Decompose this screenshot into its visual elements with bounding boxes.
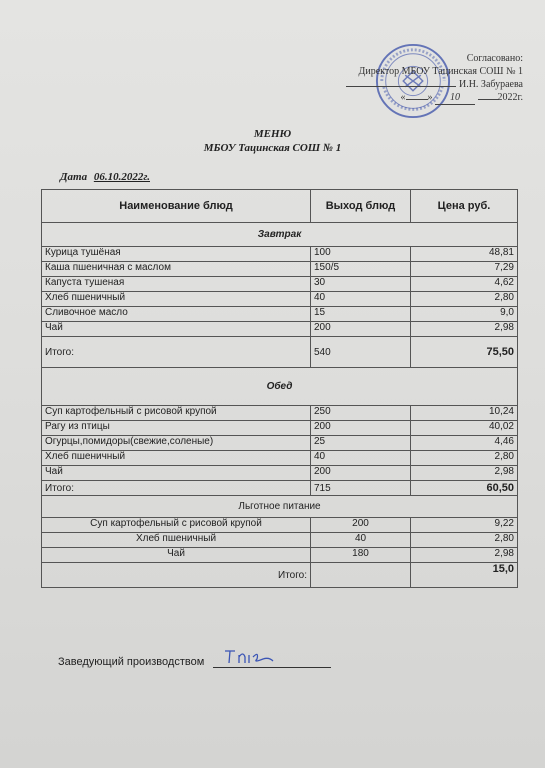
dish-name: Хлеб пшеничный: [42, 292, 311, 307]
date-label: Дата: [60, 171, 88, 183]
approval-line-1: Согласовано:: [466, 53, 523, 64]
table-row: [42, 436, 518, 451]
dish-price: 4,62: [411, 277, 518, 292]
dish-name: Хлеб пшеничный: [42, 451, 311, 466]
footer-signature-line: [58, 655, 331, 668]
dish-name: Каша пшеничная с маслом: [42, 262, 311, 277]
section-benefit-label: Льготное питание: [42, 496, 518, 518]
section-lunch: [42, 368, 518, 406]
column-header-price: Цена руб.: [411, 190, 518, 223]
approval-month: 10: [450, 92, 461, 103]
dish-name: Чай: [42, 322, 311, 337]
table-row: [42, 322, 518, 337]
dish-output: 40: [311, 292, 411, 307]
dish-name: Суп картофельный с рисовой крупой: [42, 406, 311, 421]
dish-price: 7,29: [411, 262, 518, 277]
dish-price: 2,98: [411, 548, 518, 563]
total-row: [42, 337, 518, 368]
dish-name: Суп картофельный с рисовой крупой: [42, 518, 311, 533]
menu-date: [60, 171, 164, 183]
dish-output: 40: [311, 451, 411, 466]
section-lunch-label: Обед: [42, 368, 518, 406]
table-row: [42, 292, 518, 307]
approval-line-2: Директор МБОУ Тацинская СОШ № 1: [358, 66, 523, 77]
page-title: МЕНЮ: [253, 128, 292, 140]
table-row: [42, 548, 518, 563]
section-breakfast: [42, 223, 518, 247]
column-header-dish: Наименование блюд: [42, 190, 311, 223]
dish-price: 48,81: [411, 247, 518, 262]
table-row: [42, 451, 518, 466]
table-row: [42, 533, 518, 548]
dish-price: 2,98: [411, 322, 518, 337]
section-benefit: [42, 496, 518, 518]
dish-output: 15: [311, 307, 411, 322]
dish-name: Чай: [42, 466, 311, 481]
total-row: [42, 481, 518, 496]
table-row: [42, 277, 518, 292]
dish-name: Сливочное масло: [42, 307, 311, 322]
dish-name: Хлеб пшеничный: [42, 533, 311, 548]
menu-table: [41, 189, 518, 588]
total-output: 540: [311, 337, 411, 368]
dish-price: 40,02: [411, 421, 518, 436]
dish-price: 10,24: [411, 406, 518, 421]
dish-output: 30: [311, 277, 411, 292]
dish-output: 200: [311, 518, 411, 533]
dish-name: Капуста тушеная: [42, 277, 311, 292]
table-row: [42, 466, 518, 481]
total-price: 15,0: [411, 563, 518, 588]
page-subtitle: МБОУ Тацинская СОШ № 1: [203, 142, 342, 154]
dish-name: Огурцы,помидоры(свежие,соленые): [42, 436, 311, 451]
dish-output: 200: [311, 322, 411, 337]
dish-price: 2,98: [411, 466, 518, 481]
table-row: [42, 307, 518, 322]
dish-price: 9,22: [411, 518, 518, 533]
dish-output: 100: [311, 247, 411, 262]
dish-output: 25: [311, 436, 411, 451]
section-breakfast-label: Завтрак: [42, 223, 518, 247]
total-label: Итого:: [42, 563, 311, 588]
dish-output: 40: [311, 533, 411, 548]
dish-price: 2,80: [411, 292, 518, 307]
table-row: [42, 247, 518, 262]
total-output: [311, 563, 411, 588]
total-label: Итого:: [42, 337, 311, 368]
handwritten-signature: [223, 647, 283, 665]
total-price: 75,50: [411, 337, 518, 368]
dish-output: 150/5: [311, 262, 411, 277]
dish-price: 4,46: [411, 436, 518, 451]
total-label: Итого:: [42, 481, 311, 496]
column-header-output: Выход блюд: [311, 190, 411, 223]
table-row: [42, 406, 518, 421]
dish-output: 200: [311, 421, 411, 436]
table-header-row: [42, 190, 518, 223]
footer-label: Заведующий производством: [58, 656, 205, 668]
dish-name: Чай: [42, 548, 311, 563]
date-value: 06.10.2022г.: [93, 171, 150, 183]
signature-underline: [213, 655, 331, 668]
approval-block: [346, 52, 523, 105]
total-row: [42, 563, 518, 588]
dish-name: Курица тушёная: [42, 247, 311, 262]
table-row: [42, 262, 518, 277]
table-row: [42, 518, 518, 533]
table-row: [42, 421, 518, 436]
dish-output: 200: [311, 466, 411, 481]
dish-output: 250: [311, 406, 411, 421]
total-price: 60,50: [411, 481, 518, 496]
dish-output: 180: [311, 548, 411, 563]
total-output: 715: [311, 481, 411, 496]
dish-name: Рагу из птицы: [42, 421, 311, 436]
dish-price: 9,0: [411, 307, 518, 322]
approval-date: « » 10 2022г.: [400, 92, 523, 103]
dish-price: 2,80: [411, 451, 518, 466]
dish-price: 2,80: [411, 533, 518, 548]
approval-line-3: И.Н. Забураева: [346, 78, 523, 91]
